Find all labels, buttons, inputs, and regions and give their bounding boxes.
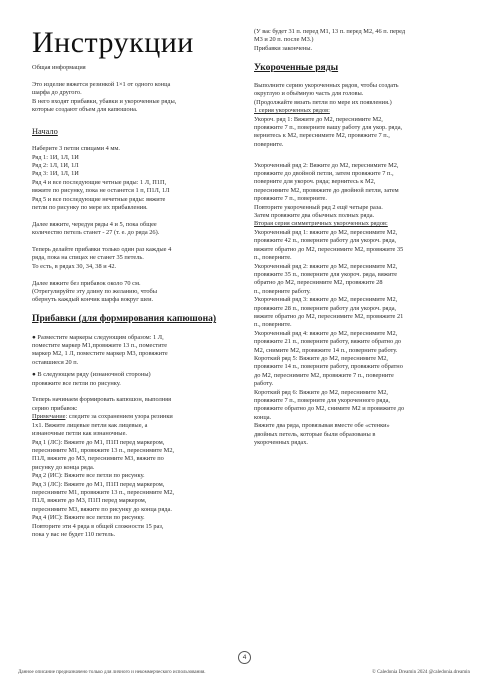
text-line: серию прибавок:	[32, 404, 78, 412]
text-line: (Продолжайте вязать петли по мере их появления.)	[254, 98, 392, 106]
footer-disclaimer: Данное описание предназначено только для личного и некоммерческого использования.	[18, 670, 206, 675]
text-line: ряда, пока на спицах не станет 35 петель.	[32, 254, 144, 262]
general-info-label: Общая информация	[32, 64, 86, 71]
text-line: рисунку до конца ряда.	[32, 463, 95, 471]
text-line: То есть, в рядах 30, 34, 38 и 42.	[32, 262, 117, 270]
text-line: петли по рисунку по мере их прибавления.	[32, 204, 148, 212]
text-line: обернуть каждый кончик шарфа вокруг шеи.	[32, 296, 154, 304]
text-line: М3 и 20 п. после М3.)	[254, 36, 314, 44]
series1-continued	[254, 162, 458, 221]
start-heading: Начало	[32, 126, 58, 136]
text-line: Укороченный ряд 2: Вяжите до М2, переснимите М2,	[254, 161, 399, 169]
text-line: Укороч. ряд 1: Вяжите до М2, переснимите М2,	[254, 115, 383, 123]
text-line: (У вас будет 31 п. перед М1, 13 п. перед М2, 46 п. перед	[254, 28, 406, 35]
text-line: (Отрегулируйте эту длину по желанию, чтобы	[32, 288, 158, 296]
text-line: переснимите М3, вяжите по рисунку до конца ряда.	[32, 505, 172, 513]
text-line: В него входят прибавки, убавки и укороченные ряды,	[32, 97, 177, 105]
text-line: шарфа до другого.	[32, 89, 82, 97]
text-line: вяжите по рисунку, пока не останется 1 п, П1Л, 1Л	[32, 187, 170, 195]
text-line: Укороченный ряд 4: вяжите до М2, переснимите М2,	[254, 329, 398, 337]
text-line: Ряд 3 (ЛС): Вяжите до М1, П1П перед маркером,	[32, 480, 165, 488]
text-line: Вяжите два ряда, провязывая вместе обе «стенки»	[254, 422, 390, 430]
text-line: Наберите 3 петли спицами 4 мм.	[32, 145, 121, 153]
text-line: ● Разместите маркеры следующим образом: 1 Л,	[32, 333, 164, 341]
series1-rows	[254, 116, 458, 150]
text-line: Затем провяжите два обычных полных ряда.	[254, 212, 375, 220]
text-line: пока у вас не будет 110 петель.	[32, 530, 116, 538]
text-line: М2, снимите М2, провяжите 14 п., поверните работу.	[254, 346, 398, 354]
right-column	[254, 28, 458, 447]
text-line: Ряд 4 и все последующие четные ряды: 1 Л, П1П,	[32, 178, 167, 186]
text-line: двойных петель, которые были образованы в	[254, 430, 376, 438]
text-line: конца.	[254, 413, 272, 421]
text-line: Теперь начинаем формировать капюшон, выполняя	[32, 396, 172, 404]
page-number: 4	[238, 651, 251, 664]
text-line: поместите маркер М1,провяжите 13 п., поместите	[32, 342, 168, 350]
bullet-next-row	[32, 371, 230, 388]
paragraph-length	[32, 280, 230, 305]
page-title: Инструкции	[32, 26, 194, 59]
text-line: Укороченный ряд 1: вяжите до М2, переснимите М2,	[254, 228, 398, 236]
text-line: поверните для укороч. ряда; вернитесь к М2,	[254, 178, 376, 186]
text-line: Короткий ряд 6: Вяжите до М2, переснимите М2,	[254, 388, 389, 396]
text-line: Ряд 5 и все последующие нечетные ряды: вяжите	[32, 195, 166, 203]
text-line: Далее вяжите, чередуя ряды 4 и 5, пока общее	[32, 220, 157, 228]
text-line: провяжите 7 п., поверните для укороченного ряда,	[254, 397, 390, 405]
text-line: провяжите 7 п., поверните вашу работу для укор. ряда,	[254, 124, 403, 132]
text-line: количество петель станет - 27 (т. е. до ряда 26).	[32, 229, 160, 237]
text-line: П1Л, вяжите до М3, П1П перед маркером,	[32, 497, 147, 505]
text-line: поверните.	[254, 140, 284, 148]
paragraph-increases	[32, 246, 230, 271]
text-line: Ряд 1: 1И, 1Л, 1И	[32, 153, 79, 161]
footer-copyright: © Caledonia Dreamin 2024 @caledonia.dreamin	[372, 670, 470, 675]
text-line: которые создают объем для капюшона.	[32, 106, 138, 114]
series1-label: 1 серия укороченных рядов:	[254, 107, 330, 115]
text-line: округлую и объёмную часть для головы.	[254, 90, 364, 98]
text-line: провяжите до двойной петли, затем провяжите 7 п.,	[254, 170, 394, 178]
text-line: Прибавки закончены.	[254, 44, 313, 52]
text-line: провяжите 35 п., поверните для укороч. ряда, вяжите	[254, 270, 398, 278]
text-line: Укороченный ряд 3: вяжите до М2, переснимите М2,	[254, 296, 398, 304]
note-text-first: : следите за сохранением узора резинки	[65, 413, 173, 421]
text-line: Ряд 1 (ЛС): Вяжите до М1, П1П перед маркером,	[32, 438, 165, 446]
text-line: провяжите все петли по рисунку.	[32, 379, 121, 387]
text-line: п., поверните работу.	[254, 287, 311, 295]
text-line: Ряд 3: 1И, 1Л, 1И	[32, 170, 79, 178]
text-line: обратно до М2, переснимите М2, провяжите 28	[254, 279, 383, 287]
note-line: изнаночные петли как изнаночные.	[32, 430, 127, 438]
text-line: Короткий ряд 5: Вяжите до М2, переснимите М2,	[254, 354, 389, 362]
text-line: вяжите обратно до М2, переснимите М2, провяжите 21	[254, 312, 404, 320]
text-line: Это изделие вяжется резинкой 1×1 от одного конца	[32, 80, 171, 88]
text-line: Далее вяжите без прибавок около 70 см.	[32, 279, 141, 287]
text-line: Ряд 4 (ИС): Вяжите все петли по рисунку.	[32, 514, 145, 522]
text-line: ● В следующем ряду (изнаночной стороны)	[32, 371, 151, 379]
paragraph-hood-intro	[32, 396, 230, 413]
text-line: вяжите обратно до М2, переснимите М2, провяжите 35	[254, 245, 404, 253]
text-line: оставшиеся 20 п.	[32, 358, 79, 366]
text-line: провяжите 7 п., поверните.	[254, 195, 327, 203]
text-line: Выполните серию укороченных рядов, чтобы создать	[254, 82, 399, 89]
text-line: работу.	[254, 380, 274, 388]
hood-rows	[32, 439, 230, 540]
text-line: П1Л, вяжите до М3, переснимите М3, вяжите по	[32, 455, 164, 463]
text-line: вернитесь к М2, переснимите М2, провяжите 7 п.,	[254, 132, 390, 140]
text-line: провяжите обратно до М2, снимите М2 и провяжите до	[254, 405, 405, 413]
text-line: провяжите 28 п., поверните работу для укороч. ряда,	[254, 304, 397, 312]
start-instructions	[32, 145, 230, 212]
short-rows-intro	[254, 82, 458, 107]
text-line: укороченных рядах.	[254, 439, 308, 447]
series2-rows	[254, 229, 458, 448]
left-column	[32, 64, 230, 539]
text-line: провяжите 14 п., поверните работу, провяжите обратно	[254, 363, 403, 371]
stitch-count-summary	[254, 28, 458, 53]
text-line: Теперь делайте прибавки только один раз каждые 4	[32, 246, 172, 254]
text-line: маркер М2, 1 Л, поместите маркер М3, провяжите	[32, 350, 168, 358]
hood-increases-heading: Прибавки (для формирования капюшона)	[32, 313, 217, 325]
note-line: 1х1. Вяжите лицевые петли как лицевые, а	[32, 421, 148, 429]
text-line: переснимите М1, провяжите 13 п., переснимите М2,	[32, 488, 175, 496]
text-line: до М2, переснимите М2, провяжите 7 п., поверните	[254, 371, 394, 379]
text-line: переснимите М1, провяжите 13 п., переснимите М2,	[32, 446, 175, 454]
bullet-markers	[32, 334, 230, 368]
text-line: Ряд 2 (ИС): Вяжите все петли по рисунку.	[32, 472, 145, 480]
paragraph-rows-4-5	[32, 221, 230, 238]
text-line: п., поверните.	[254, 321, 292, 329]
text-line: Повторите укороченный ряд 2 ещё четыре раза.	[254, 203, 383, 211]
text-line: провяжите 42 п., поверните работу для укороч. ряда,	[254, 237, 397, 245]
text-line: провяжите 21 п., поверните работу, вяжите обратно до	[254, 338, 402, 346]
note-label: Примечание	[32, 413, 66, 421]
series2-label: Вторая серия симметричных укороченных рядов:	[254, 220, 388, 228]
short-rows-heading: Укороченные ряды	[254, 61, 339, 73]
text-line: переснимите М2, провяжите до двойной петли, затем	[254, 186, 399, 194]
text-line: Ряд 2: 1Л, 1И, 1Л	[32, 162, 79, 170]
text-line: Повторите эти 4 ряда в общей сложности 15 раз,	[32, 522, 164, 530]
general-info-text	[32, 81, 230, 115]
text-line: п., поверните.	[254, 254, 292, 262]
text-line: Укороченный ряд 2: вяжите до М2, переснимите М2,	[254, 262, 398, 270]
note-first-line	[32, 413, 230, 421]
